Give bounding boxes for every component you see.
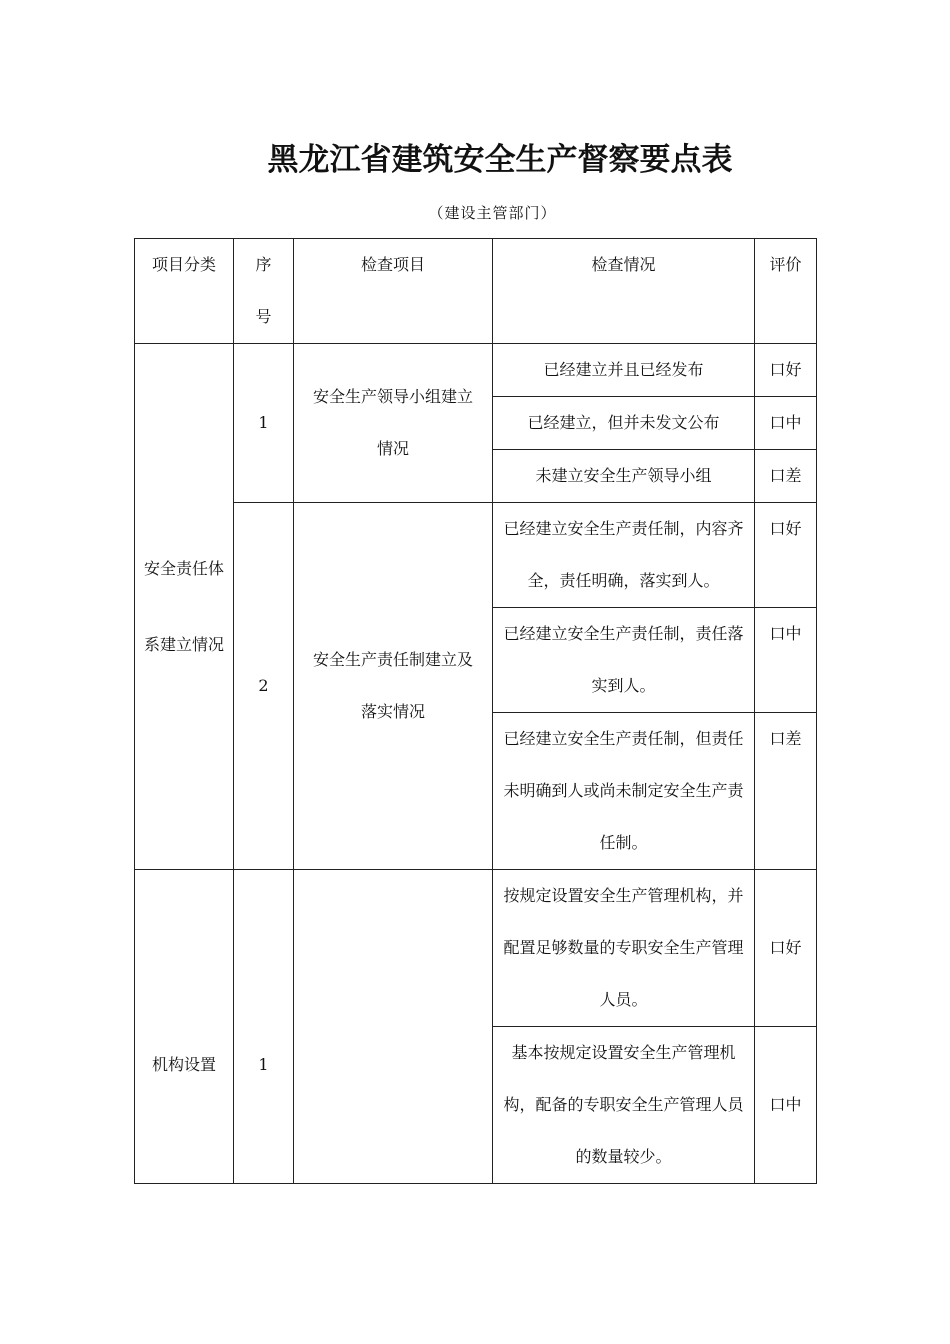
header-category: 项目分类 (135, 239, 234, 344)
item-cell: 安全生产责任制建立及落实情况 (294, 503, 493, 870)
rating-cell: 口中 (755, 1027, 817, 1184)
situation-cell: 已经建立安全生产责任制，责任落实到人。 (493, 608, 755, 713)
header-item: 检查项目 (294, 239, 493, 344)
item-cell: 安全生产领导小组建立情况 (294, 344, 493, 503)
situation-cell: 按规定设置安全生产管理机构，并配置足够数量的专职安全生产管理人员。 (493, 870, 755, 1027)
rating-cell: 口中 (755, 397, 817, 450)
seq-cell: 1 (234, 344, 294, 503)
rating-cell: 口好 (755, 503, 817, 608)
situation-cell: 已经建立，但并未发文公布 (493, 397, 755, 450)
table-row (135, 503, 817, 608)
table-row (135, 344, 817, 397)
rating-cell: 口差 (755, 450, 817, 503)
situation-cell: 基本按规定设置安全生产管理机构，配备的专职安全生产管理人员的数量较少。 (493, 1027, 755, 1184)
document-subtitle: （建设主管部门） (428, 204, 557, 222)
rating-cell: 口差 (755, 713, 817, 870)
inspection-table (134, 238, 817, 1184)
situation-cell: 已经建立安全生产责任制，但责任未明确到人或尚未制定安全生产责任制。 (493, 713, 755, 870)
header-rating: 评价 (755, 239, 817, 344)
rating-cell: 口好 (755, 870, 817, 1027)
table-row (135, 870, 817, 1027)
rating-cell: 口好 (755, 344, 817, 397)
category-cell: 安全责任体系建立情况 (135, 344, 234, 870)
header-seq: 序号 (234, 239, 294, 344)
category-cell: 机构设置 (135, 870, 234, 1184)
rating-cell: 口中 (755, 608, 817, 713)
seq-cell: 2 (234, 503, 294, 870)
seq-cell: 1 (234, 870, 294, 1184)
header-situation: 检查情况 (493, 239, 755, 344)
item-cell (294, 870, 493, 1184)
situation-cell: 已经建立安全生产责任制，内容齐全，责任明确，落实到人。 (493, 503, 755, 608)
situation-cell: 未建立安全生产领导小组 (493, 450, 755, 503)
table-header-row (135, 239, 817, 344)
situation-cell: 已经建立并且已经发布 (493, 344, 755, 397)
document-title: 黑龙江省建筑安全生产督察要点表 (267, 142, 733, 178)
